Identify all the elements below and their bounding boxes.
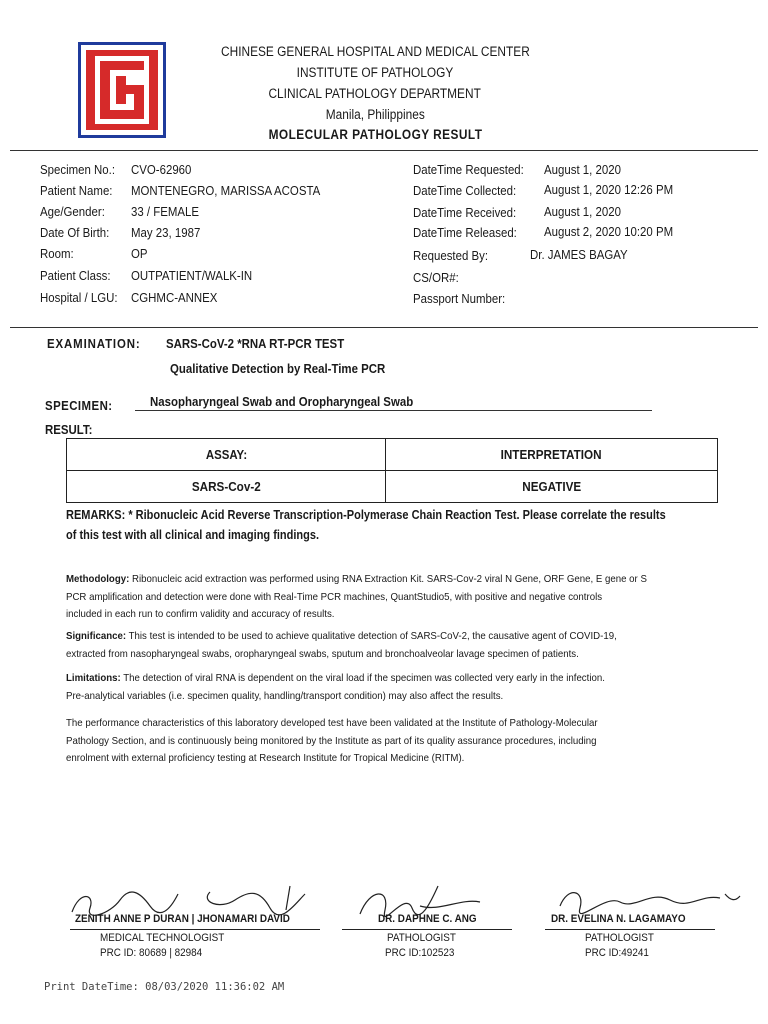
methodology-line-2: PCR amplification and detection were done with Real-Time PCR machines, QuantStudio5, with positive and negative controls bbox=[66, 590, 603, 603]
label-passport-number: Passport Number: bbox=[413, 291, 506, 306]
performance-line-1: The performance characteristics of this laboratory developed test have been validated at the Institute of Pathology-Molecular bbox=[66, 717, 598, 729]
table-cell-assay: SARS-Cov-2 bbox=[67, 471, 386, 503]
result-table bbox=[66, 438, 718, 503]
examination-method: Qualitative Detection by Real-Time PCR bbox=[170, 361, 386, 376]
hospital-logo bbox=[78, 42, 166, 138]
specimen-underline bbox=[135, 410, 652, 411]
examination-label: EXAMINATION: bbox=[47, 336, 141, 351]
specimen-value: Nasopharyngeal Swab and Oropharyngeal Swab bbox=[150, 394, 414, 409]
signatory-2-prc: PRC ID:102523 bbox=[385, 947, 455, 959]
label-age-gender: Age/Gender: bbox=[40, 204, 105, 219]
signatory-3-name: DR. EVELINA N. LAGAMAYO bbox=[551, 913, 686, 925]
signatory-1-title: MEDICAL TECHNOLOGIST bbox=[100, 932, 225, 944]
signatory-2-name: DR. DAPHNE C. ANG bbox=[378, 913, 477, 925]
value-datetime-collected: August 1, 2020 12:26 PM bbox=[544, 182, 674, 197]
remarks-line-2: of this test with all clinical and imaging findings. bbox=[66, 528, 320, 542]
limitations-line-2: Pre-analytical variables (i.e. specimen quality, handling/transport condition) may also affect the results. bbox=[66, 689, 504, 702]
signatory-1-line bbox=[70, 929, 320, 930]
label-specimen-no: Specimen No.: bbox=[40, 162, 116, 177]
institute-name: INSTITUTE OF PATHOLOGY bbox=[296, 65, 454, 80]
value-patient-name: MONTENEGRO, MARISSA ACOSTA bbox=[131, 183, 321, 198]
label-patient-class: Patient Class: bbox=[40, 268, 111, 283]
table-header-interpretation: INTERPRETATION bbox=[385, 439, 717, 471]
methodology-line-3: included in each run to confirm validity and accuracy of results. bbox=[66, 608, 335, 620]
label-patient-name: Patient Name: bbox=[40, 183, 113, 198]
label-hospital-lgu: Hospital / LGU: bbox=[40, 290, 118, 305]
department-name: CLINICAL PATHOLOGY DEPARTMENT bbox=[268, 86, 482, 101]
section-divider bbox=[10, 327, 758, 328]
significance-line-2: extracted from nasopharyngeal swabs, oropharyngeal swabs, sputum and bronchoalveolar lavage specimen of patients. bbox=[66, 647, 579, 660]
label-datetime-received: DateTime Received: bbox=[413, 205, 517, 220]
examination-test: SARS-CoV-2 *RNA RT-PCR TEST bbox=[166, 336, 345, 351]
limitations-section bbox=[66, 670, 766, 705]
report-title: MOLECULAR PATHOLOGY RESULT bbox=[268, 127, 482, 142]
methodology-label: Methodology: bbox=[66, 573, 130, 585]
label-room: Room: bbox=[40, 246, 74, 261]
limitations-line-1: The detection of viral RNA is dependent on the viral load if the specimen was collected very early in the infection. bbox=[120, 672, 605, 684]
signatory-3-line bbox=[545, 929, 715, 930]
signatory-3-prc: PRC ID:49241 bbox=[585, 947, 649, 959]
value-room: OP bbox=[131, 246, 148, 261]
value-dob: May 23, 1987 bbox=[131, 225, 201, 240]
header-divider bbox=[10, 150, 758, 151]
signatory-2-line bbox=[342, 929, 512, 930]
performance-line-3: enrolment with external proficiency testing at Research Institute for Tropical Medicine (RITM). bbox=[66, 752, 465, 764]
table-header-assay: ASSAY: bbox=[67, 439, 386, 471]
signatory-2-title: PATHOLOGIST bbox=[387, 932, 456, 944]
limitations-label: Limitations: bbox=[66, 672, 121, 684]
performance-line-2: Pathology Section, and is continuously being monitored by the Institute as part of its quality assurance procedures, including bbox=[66, 734, 597, 747]
significance-section bbox=[66, 628, 766, 663]
value-requested-by: Dr. JAMES BAGAY bbox=[530, 247, 628, 262]
value-datetime-released: August 2, 2020 10:20 PM bbox=[544, 224, 674, 239]
table-cell-interpretation: NEGATIVE bbox=[385, 471, 717, 503]
value-datetime-received: August 1, 2020 bbox=[544, 204, 621, 219]
signatory-3-title: PATHOLOGIST bbox=[585, 932, 654, 944]
methodology-line-1: Ribonucleic acid extraction was performed using RNA Extraction Kit. SARS-Cov-2 viral N Gene, ORF Gene, E gene or S bbox=[129, 573, 647, 585]
table-header-row bbox=[67, 439, 718, 471]
value-datetime-requested: August 1, 2020 bbox=[544, 162, 621, 177]
label-datetime-released: DateTime Released: bbox=[413, 225, 517, 240]
remarks-line-1: REMARKS: * Ribonucleic Acid Reverse Transcription-Polymerase Chain Reaction Test. Please correlate the results bbox=[66, 508, 666, 522]
label-datetime-collected: DateTime Collected: bbox=[413, 183, 517, 198]
significance-label: Significance: bbox=[66, 630, 127, 642]
methodology-section bbox=[66, 571, 766, 624]
print-datetime: Print DateTime: 08/03/2020 11:36:02 AM bbox=[44, 981, 285, 993]
value-patient-class: OUTPATIENT/WALK-IN bbox=[131, 268, 253, 283]
table-row bbox=[67, 471, 718, 503]
value-age-gender: 33 / FEMALE bbox=[131, 204, 200, 219]
location: Manila, Philippines bbox=[325, 107, 425, 122]
label-requested-by: Requested By: bbox=[413, 248, 489, 263]
specimen-label: SPECIMEN: bbox=[45, 398, 113, 413]
performance-section bbox=[66, 715, 766, 768]
label-dob: Date Of Birth: bbox=[40, 225, 110, 240]
signatory-1-name: ZENITH ANNE P DURAN | JHONAMARI DAVID bbox=[75, 913, 290, 925]
value-specimen-no: CVO-62960 bbox=[131, 162, 192, 177]
label-cs-or: CS/OR#: bbox=[413, 270, 459, 285]
value-hospital-lgu: CGHMC-ANNEX bbox=[131, 290, 218, 305]
label-datetime-requested: DateTime Requested: bbox=[413, 162, 524, 177]
significance-line-1: This test is intended to be used to achieve qualitative detection of SARS-CoV-2, the causative agent of COVID-19, bbox=[126, 630, 617, 642]
result-label: RESULT: bbox=[45, 422, 93, 437]
signatory-1-prc: PRC ID: 80689 | 82984 bbox=[100, 947, 203, 959]
hospital-name: CHINESE GENERAL HOSPITAL AND MEDICAL CENTER bbox=[221, 44, 530, 59]
